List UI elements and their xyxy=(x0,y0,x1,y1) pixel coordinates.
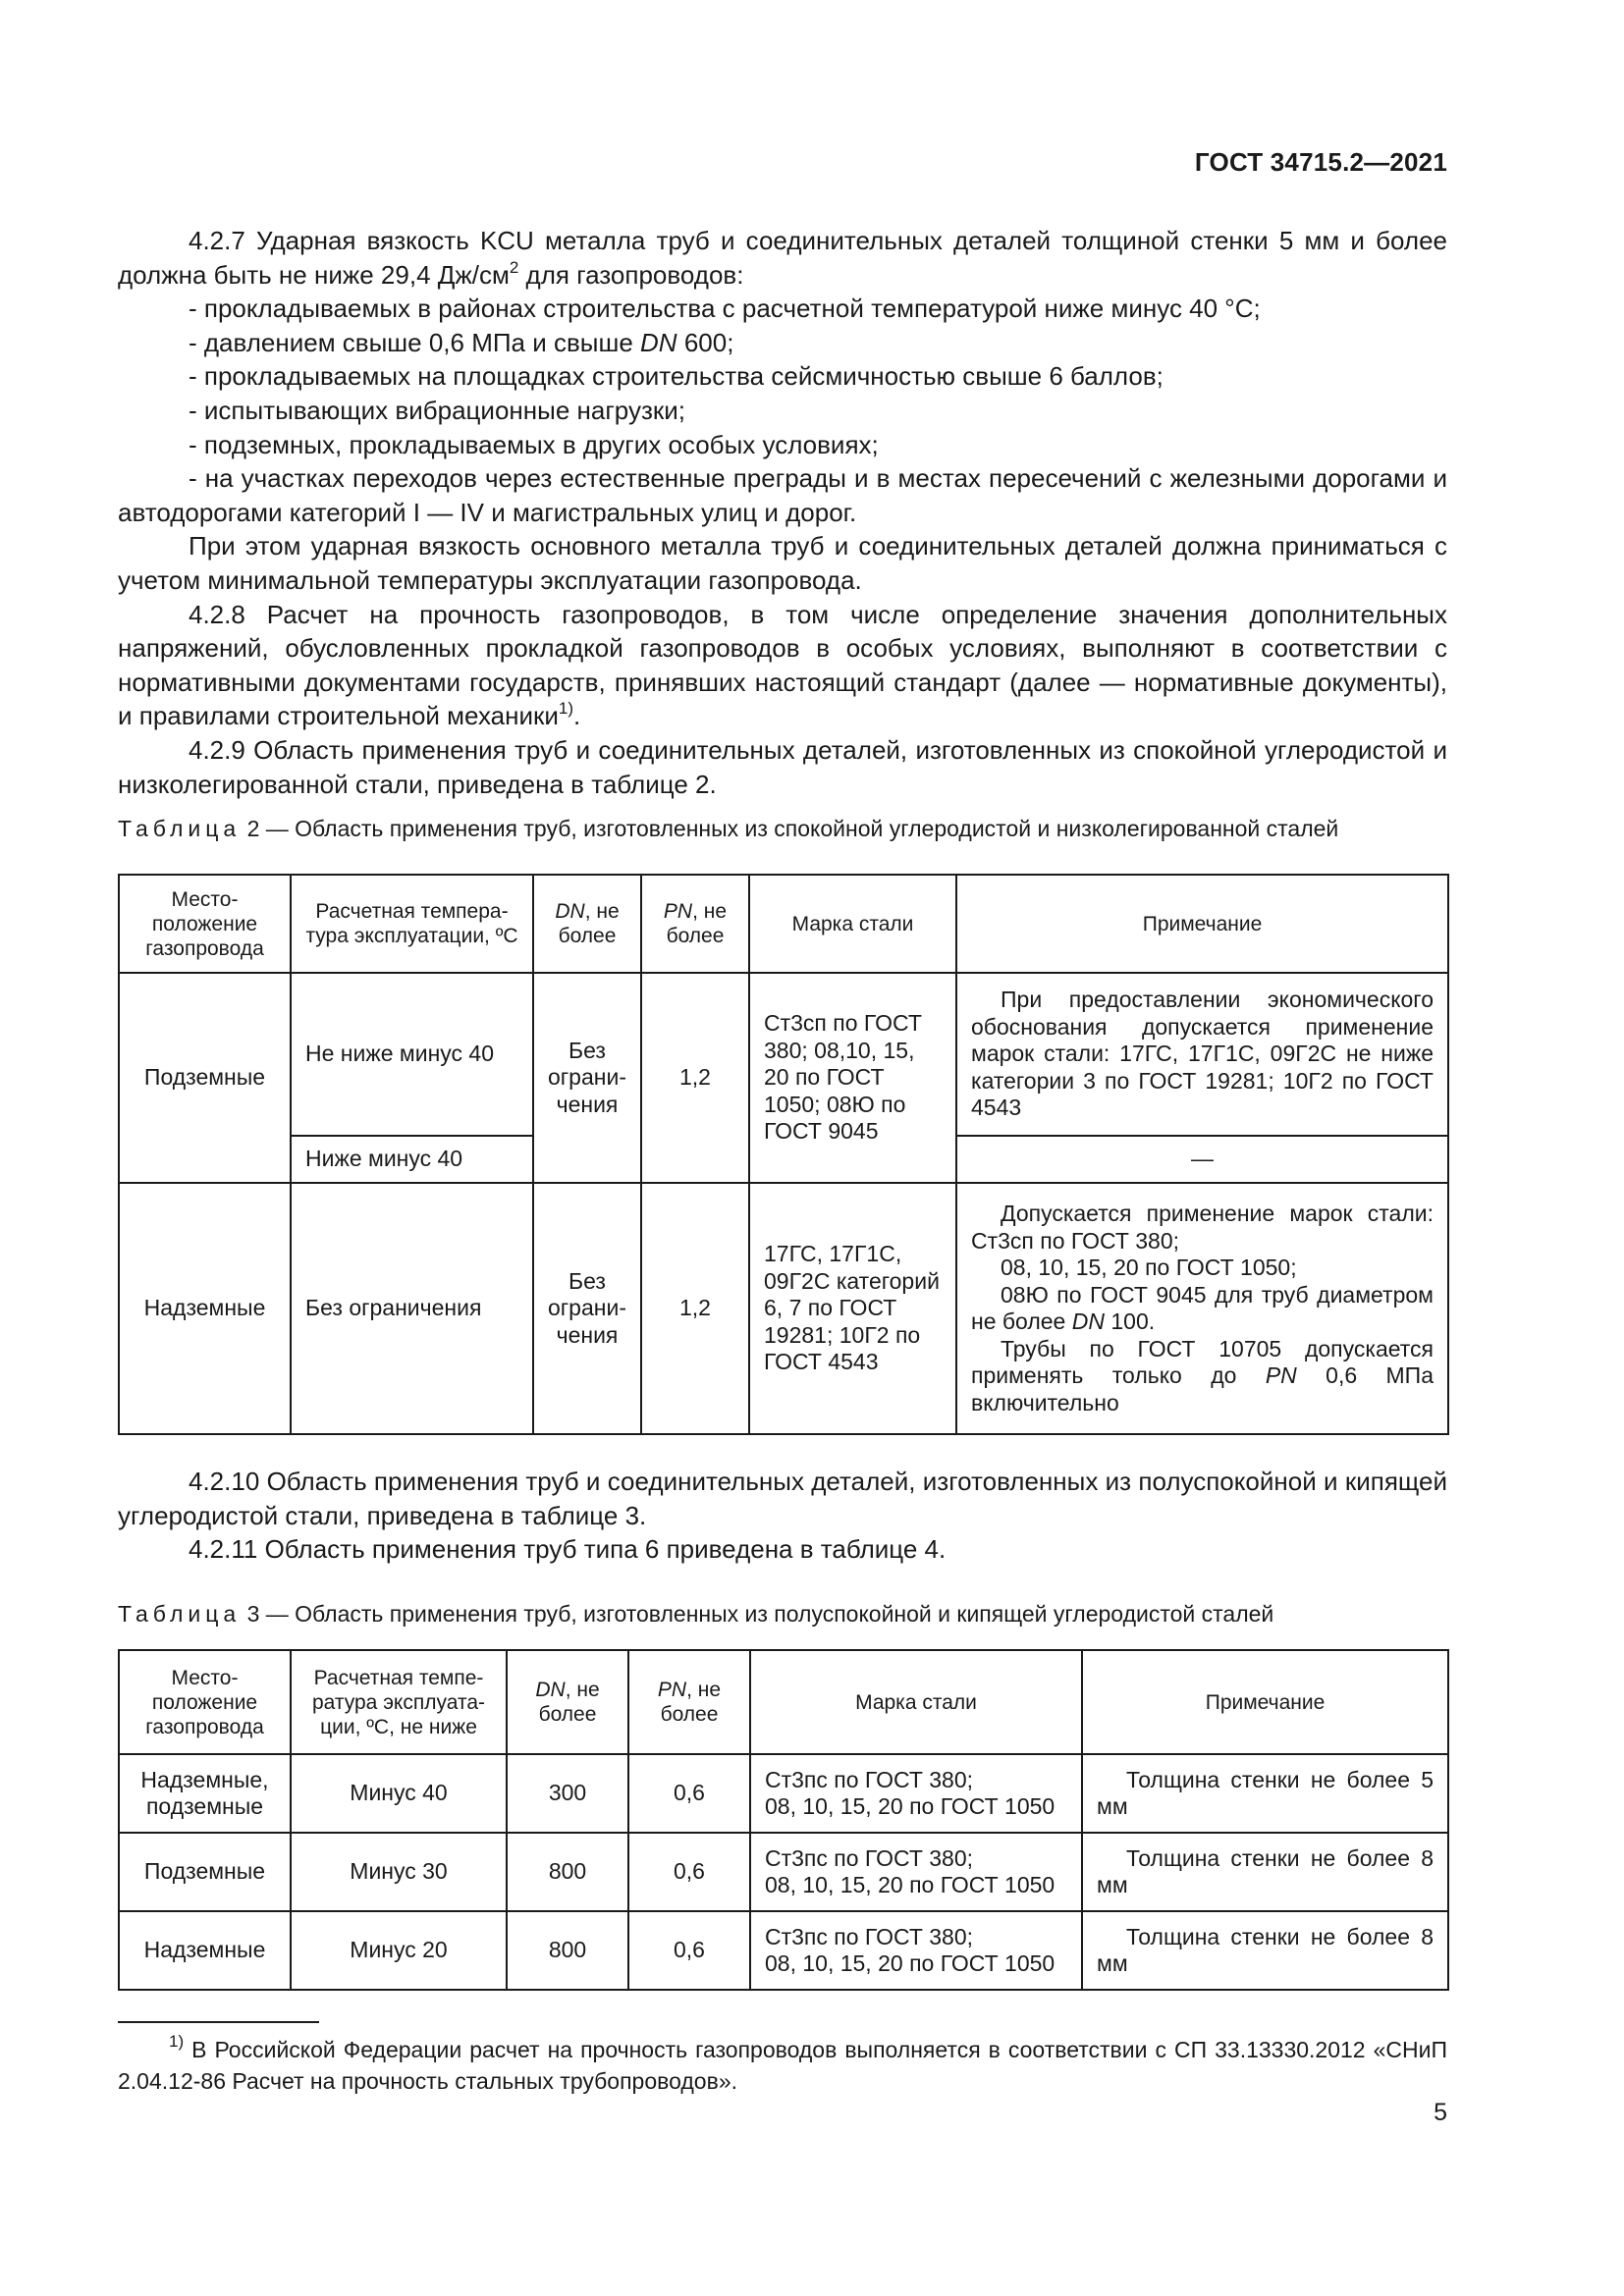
body-text-2 xyxy=(118,1465,1447,1567)
header-location: Место-положение газопровода xyxy=(119,875,291,973)
cell-temp: Без ограничения xyxy=(291,1183,533,1434)
list-item: - на участках переходов через естественные преграды и в местах пересечений с железными дорогами и автодорогами категорий I — IV и магистральных улиц и дорог. xyxy=(118,463,1447,527)
cell-dn: 800 xyxy=(507,1911,628,1990)
table-row xyxy=(119,1833,1448,1911)
cell-steel: Ст3пс по ГОСТ 380; 08, 10, 15, 20 по ГОСТ 1050 xyxy=(750,1911,1082,1990)
header-steel: Марка стали xyxy=(749,875,956,973)
cell-temp: Минус 20 xyxy=(291,1911,507,1990)
cell-pn: 1,2 xyxy=(641,973,749,1183)
cell-note: Толщина стенки не более 8 мм xyxy=(1082,1911,1448,1990)
cell-location: Надземные xyxy=(119,1911,291,1990)
table-row xyxy=(119,1754,1448,1833)
cell-dn: Без ограни-чения xyxy=(533,1183,641,1434)
cell-pn: 1,2 xyxy=(641,1183,749,1434)
cell-temp: Минус 30 xyxy=(291,1833,507,1911)
list-item: - прокладываемых в районах строительства с расчетной температурой ниже минус 40 °С; xyxy=(189,294,1261,324)
header-dn: DN, не более xyxy=(533,875,641,973)
cell-steel: 17ГС, 17Г1С, 09Г2С категорий 6, 7 по ГОСТ 19281; 10Г2 по ГОСТ 4543 xyxy=(749,1183,956,1434)
table-3 xyxy=(118,1649,1449,1991)
cell-location: Надземные, подземные xyxy=(119,1754,291,1833)
cell-dn: 300 xyxy=(507,1754,628,1833)
paragraph-4-2-11: 4.2.11 Область применения труб типа 6 приведена в таблице 4. xyxy=(189,1534,947,1565)
cell-location: Подземные xyxy=(119,973,291,1183)
footnote-ref[interactable]: 1) xyxy=(558,699,574,719)
header-temp: Расчетная темпера-тура эксплуатации, ºС xyxy=(291,875,533,973)
header-note: Примечание xyxy=(956,875,1448,973)
header-steel: Марка стали xyxy=(750,1650,1082,1754)
cell-note: — xyxy=(956,1136,1448,1183)
cell-pn: 0,6 xyxy=(628,1911,750,1990)
cell-note: Толщина стенки не более 8 мм xyxy=(1082,1833,1448,1911)
footnote: $^{1)}$ В Российской Федерации расчет на прочность газопроводов выполняется в соответствии с СП 33.13330.2012 «СНиП 2.04.12-86 Расчет на прочность стальных трубопроводов». xyxy=(118,2032,1447,2094)
table3-caption: Таблица 3 — Область применения труб, изготовленных из полуспокойной и кипящей углеродистой сталей xyxy=(118,1601,1274,1627)
table-header-row xyxy=(119,875,1448,973)
header-note: Примечание xyxy=(1082,1650,1448,1754)
header-dn: DN, не более xyxy=(507,1650,628,1754)
paragraph-4-2-8: 4.2.8 Расчет на прочность газопроводов, в том числе определение значения дополнительных напряжений, обусловленных прокладкой газопроводов в особых условиях, выполняют в соответствии с нормативными документами государств, принявших настоящий стандарт (далее — нормативные документы), и правилами строительной механики$^{1)}$. xyxy=(118,599,1447,731)
cell-pn: 0,6 xyxy=(628,1833,750,1911)
table-2 xyxy=(118,874,1449,1435)
paragraph-4-2-10: 4.2.10 Область применения труб и соединительных деталей, изготовленных из полуспокойной и кипящей углеродистой стали, приведена в таблице 3. xyxy=(118,1467,1447,1530)
header-temp: Расчетная темпе-ратура эксплуата-ции, ºС, не ниже xyxy=(291,1650,507,1754)
paragraph-toughness-note: При этом ударная вязкость основного металла труб и соединительных деталей должна приниматься с учетом минимальной температуры эксплуатации газопровода. xyxy=(118,531,1447,595)
cell-note: Допускается применение марок стали: Ст3сп по ГОСТ 380; 08, 10, 15, 20 по ГОСТ 1050; 08Ю по ГОСТ 9045 для труб диаметром не более DN 100. Трубы по ГОСТ 10705 допускается применять только до PN 0,6 МПа включительно xyxy=(956,1183,1448,1434)
cell-note: При предоставлении экономического обоснования допускается применение марок стали: 17ГС, 17Г1С, 09Г2С не ниже категории 3 по ГОСТ 19281; 10Г2 по ГОСТ 4543 xyxy=(956,973,1448,1136)
header-pn: PN, не более xyxy=(641,875,749,973)
footnote-divider xyxy=(118,2021,319,2023)
list-item: - давлением свыше 0,6 МПа и свыше DN 600; xyxy=(189,327,734,357)
cell-temp: Минус 40 xyxy=(291,1754,507,1833)
cell-location: Подземные xyxy=(119,1833,291,1911)
cell-steel: Ст3сп по ГОСТ 380; 08,10, 15, 20 по ГОСТ 1050; 08Ю по ГОСТ 9045 xyxy=(749,973,956,1183)
cell-steel: Ст3пс по ГОСТ 380; 08, 10, 15, 20 по ГОСТ 1050 xyxy=(750,1754,1082,1833)
table2-caption: Таблица 2 — Область применения труб, изготовленных из спокойной углеродистой и низколегированной сталей xyxy=(118,816,1339,841)
list-item: - прокладываемых на площадках строительства сейсмичностью свыше 6 баллов; xyxy=(189,361,1164,392)
cell-note: Толщина стенки не более 5 мм xyxy=(1082,1754,1448,1833)
table-row xyxy=(119,1183,1448,1434)
cell-pn: 0,6 xyxy=(628,1754,750,1833)
paragraph-4-2-9: 4.2.9 Область применения труб и соединительных деталей, изготовленных из спокойной углеродистой и низколегированной стали, приведена в таблице 2. xyxy=(118,734,1447,799)
cell-steel: Ст3пс по ГОСТ 380; 08, 10, 15, 20 по ГОСТ 1050 xyxy=(750,1833,1082,1911)
cell-location: Надземные xyxy=(119,1183,291,1434)
table-header-row xyxy=(119,1650,1448,1754)
cell-temp: Не ниже минус 40 xyxy=(291,973,533,1136)
table-row xyxy=(119,1911,1448,1990)
page-number: 5 xyxy=(1434,2099,1447,2126)
header-location: Место-положение газопровода xyxy=(119,1650,291,1754)
table-row xyxy=(119,973,1448,1136)
body-text xyxy=(118,224,1447,801)
list-item: - испытывающих вибрационные нагрузки; xyxy=(189,395,686,425)
header-pn: PN, не более xyxy=(628,1650,750,1754)
paragraph-4-2-7: 4.2.7 Ударная вязкость KCU металла труб и соединительных деталей толщиной стенки 5 мм и более должна быть не ниже 29,4 $Дж/см^2$ для газопроводов: xyxy=(118,226,1447,290)
document-code: ГОСТ 34715.2—2021 xyxy=(1194,147,1447,177)
footnote-marker: 1) xyxy=(169,2032,185,2051)
cell-dn: 800 xyxy=(507,1833,628,1911)
list-item: - подземных, прокладываемых в других особых условиях; xyxy=(189,429,879,459)
cell-dn: Без ограни-чения xyxy=(533,973,641,1183)
cell-temp: Ниже минус 40 xyxy=(291,1136,533,1183)
